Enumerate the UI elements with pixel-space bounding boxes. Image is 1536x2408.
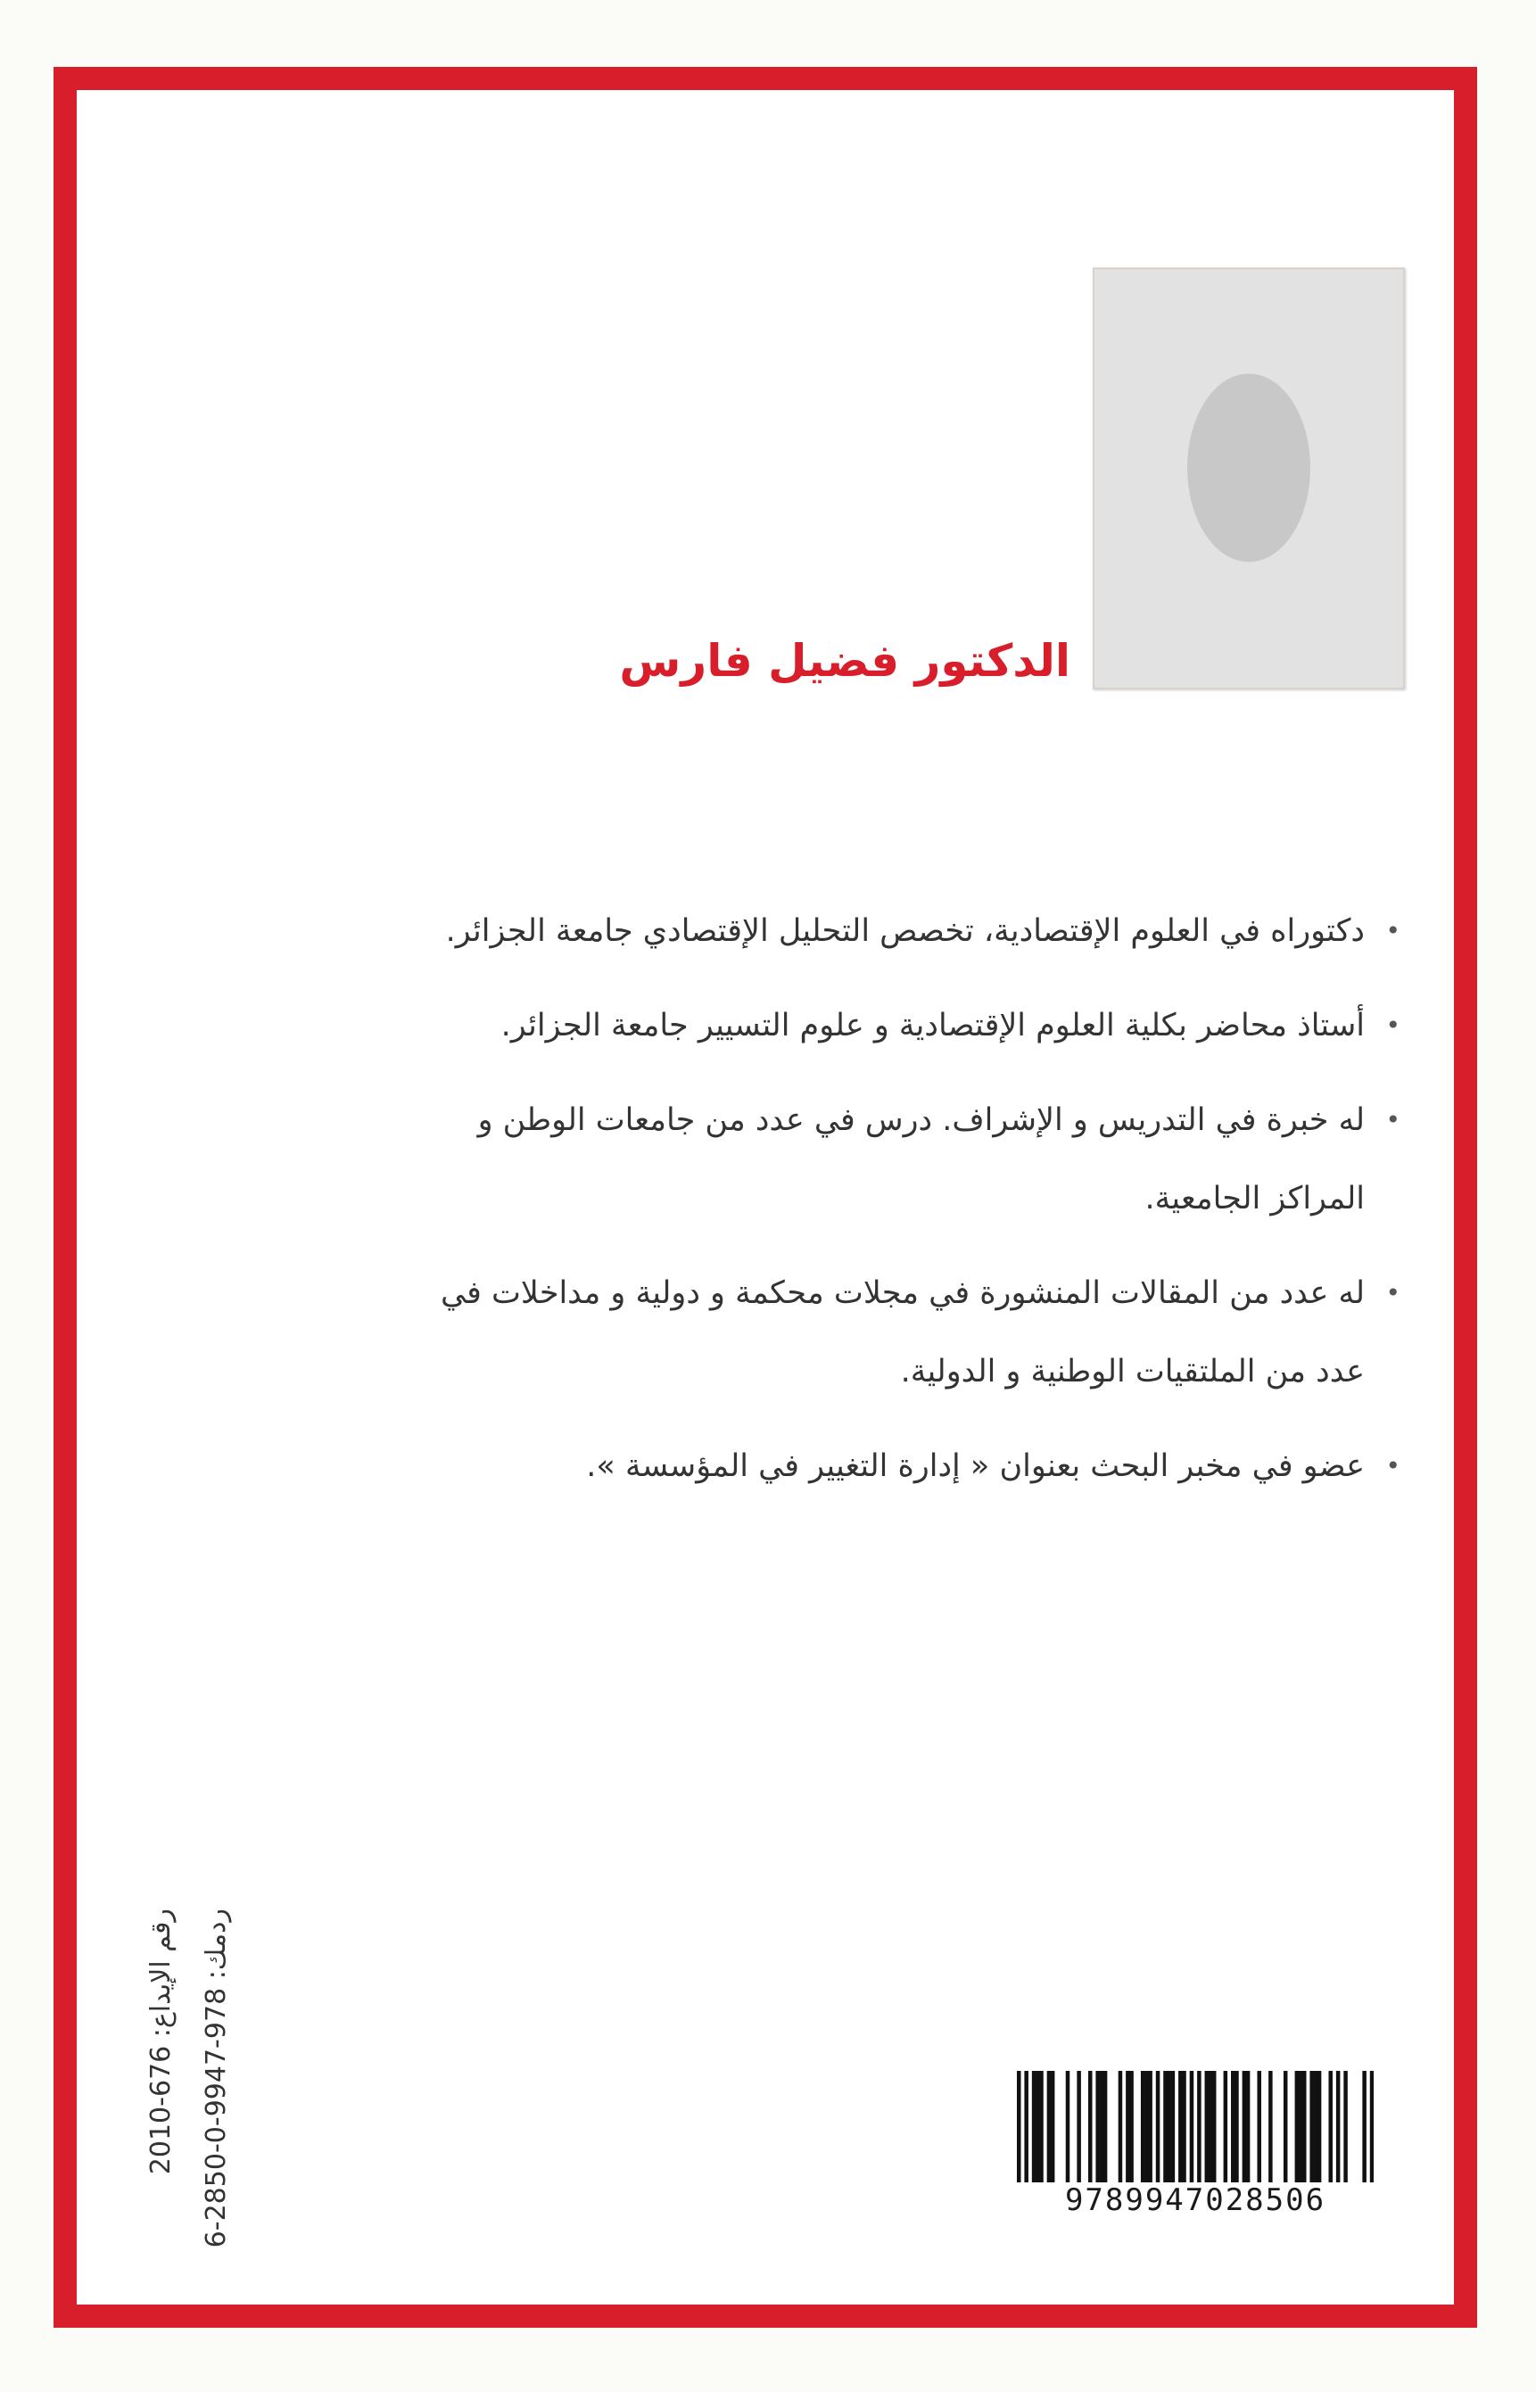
- barcode-bar: [1129, 2071, 1134, 2187]
- bio-item: [406, 1427, 1400, 1505]
- barcode-bar: [1182, 2071, 1186, 2187]
- barcode-bar: [1343, 2071, 1348, 2187]
- author-photo: [1093, 268, 1405, 689]
- barcode-bar: [1299, 2071, 1303, 2187]
- barcode-bar: [1224, 2071, 1228, 2187]
- bio-item: [406, 1081, 1400, 1238]
- legal-deposit-number: رقم الإيداع: 676-2010: [145, 1909, 177, 2175]
- barcode-bar: [1171, 2071, 1176, 2187]
- barcode-bar: [1032, 2071, 1036, 2187]
- bullet-icon: •: [1385, 1451, 1400, 1480]
- barcode-bar: [1190, 2071, 1194, 2187]
- barcode-bar: [1103, 2071, 1108, 2187]
- bio-item-text: له خبرة في التدريس و الإشراف. درس في عدد من جامعات الوطن و المراكز الجامعية.: [477, 1102, 1365, 1216]
- barcode-bar: [1370, 2071, 1374, 2187]
- author-bio-list: [406, 892, 1400, 1521]
- barcode-bars: [1017, 2071, 1374, 2187]
- barcode-bar: [1302, 2071, 1307, 2187]
- barcode-bar: [1095, 2071, 1100, 2187]
- barcode-bar: [1126, 2071, 1130, 2187]
- isbn-barcode: [1017, 2071, 1374, 2218]
- bullet-icon: •: [1385, 1010, 1400, 1040]
- barcode-digits: 9789947028506: [1017, 2182, 1374, 2218]
- isbn-number: ردمك: 978-9947-0-2850-6: [201, 1909, 232, 2248]
- barcode-bar: [1036, 2071, 1040, 2187]
- barcode-bar: [1309, 2071, 1314, 2187]
- barcode-bar: [1119, 2071, 1123, 2187]
- barcode-bar: [1231, 2071, 1235, 2187]
- author-photo-placeholder: [1094, 269, 1403, 688]
- barcode-bar: [1268, 2071, 1273, 2187]
- barcode-bar: [1212, 2071, 1217, 2187]
- barcode-bar: [1317, 2071, 1322, 2187]
- bullet-icon: •: [1385, 1278, 1400, 1307]
- barcode-bar: [1284, 2071, 1288, 2187]
- barcode-bar: [1205, 2071, 1210, 2187]
- barcode-bar: [1328, 2071, 1333, 2187]
- barcode-bar: [1362, 2071, 1367, 2187]
- bio-item-text: أستاذ محاضر بكلية العلوم الإقتصادية و علوم التسيير جامعة الجزائر.: [500, 1008, 1365, 1043]
- author-name: الدكتور فضيل فارس: [619, 635, 1070, 687]
- bio-item: [406, 986, 1400, 1065]
- barcode-bar: [1024, 2071, 1028, 2187]
- barcode-bar: [1039, 2071, 1044, 2187]
- barcode-bar: [1156, 2071, 1160, 2187]
- barcode-bar: [1047, 2071, 1052, 2187]
- barcode-bar: [1051, 2071, 1055, 2187]
- barcode-bar: [1243, 2071, 1247, 2187]
- barcode-bar: [1141, 2071, 1145, 2187]
- barcode-bar: [1246, 2071, 1251, 2187]
- legal-info: [134, 1909, 259, 2408]
- barcode-bar: [1295, 2071, 1300, 2187]
- bullet-icon: •: [1385, 916, 1400, 945]
- bio-item: [406, 892, 1400, 970]
- barcode-bar: [1235, 2071, 1239, 2187]
- barcode-bar: [1257, 2071, 1261, 2187]
- barcode-bar: [1314, 2071, 1318, 2187]
- barcode-bar: [1077, 2071, 1081, 2187]
- barcode-bar: [1144, 2071, 1149, 2187]
- barcode-bar: [1163, 2071, 1168, 2187]
- bio-item-text: دكتوراه في العلوم الإقتصادية، تخصص التحليل الإقتصادي جامعة الجزائر.: [445, 913, 1365, 949]
- barcode-bar: [1336, 2071, 1341, 2187]
- barcode-bar: [1066, 2071, 1070, 2187]
- bullet-icon: •: [1385, 1105, 1400, 1134]
- barcode-bar: [1178, 2071, 1183, 2187]
- barcode-bar: [1167, 2071, 1171, 2187]
- barcode-bar: [1088, 2071, 1093, 2187]
- barcode-bar: [1148, 2071, 1152, 2187]
- bio-item: [406, 1254, 1400, 1411]
- barcode-bar: [1209, 2071, 1213, 2187]
- barcode-bar: [1017, 2071, 1021, 2187]
- bio-item-text: له عدد من المقالات المنشورة في مجلات محكمة و دولية و مداخلات في عدد من الملتقيات الوطنية و الدولية.: [440, 1275, 1365, 1390]
- barcode-bar: [1100, 2071, 1104, 2187]
- bio-item-text: عضو في مخبر البحث بعنوان « إدارة التغيير في المؤسسة ».: [586, 1448, 1365, 1484]
- barcode-bar: [1197, 2071, 1202, 2187]
